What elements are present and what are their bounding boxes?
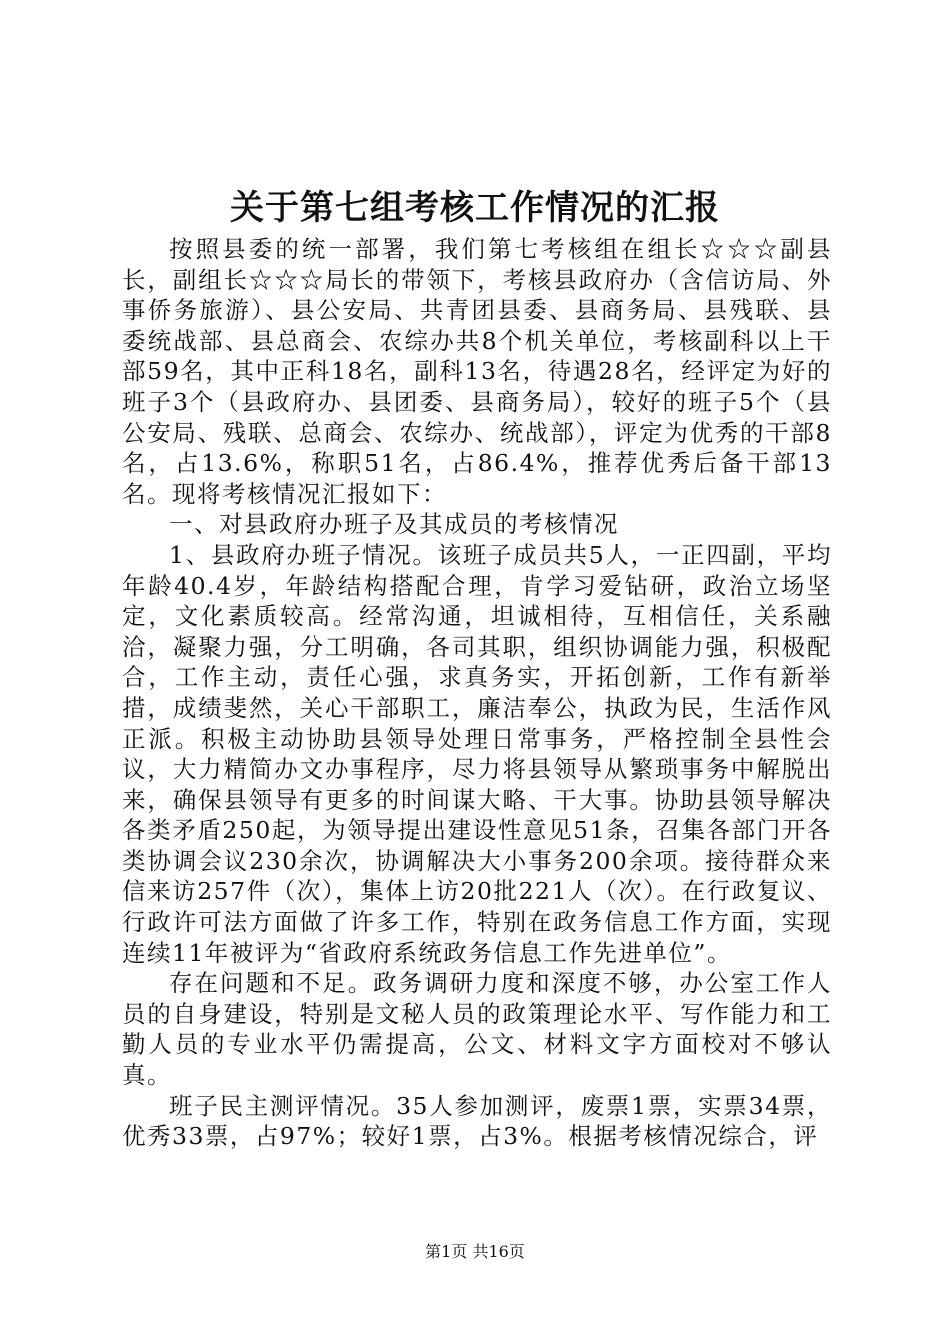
document-title: 关于第七组考核工作情况的汇报 — [230, 188, 720, 228]
paragraph-problems: 存在问题和不足。政务调研力度和深度不够，办公室工作人员的自身建设，特别是文秘人员的政策理论水平、写作能力和工勤人员的专业水平仍需提高，公文、材料文字方面校对不够认真。 — [122, 969, 832, 1090]
document-body — [122, 234, 832, 1152]
paragraph-office-team: 1、县政府办班子情况。该班子成员共5人，一正四副，平均年龄40.4岁，年龄结构搭配合理，肯学习爱钻研，政治立场坚定，文化素质较高。经常沟通，坦诚相待，互相信任，关系融洽，凝聚力强，分工明确，各司其职，组织协调能力强，积极配合，工作主动，责任心强，求真务实，开拓创新，工作有新举措，成绩斐然，关心干部职工，廉洁奉公，执政为民，生活作风正派。积极主动协助县领导处理日常事务，严格控制全县性会议，大力精简办文办事程序，尽力将县领导从繁琐事务中解脱出来，确保县领导有更多的时间谋大略、干大事。协助县领导解决各类矛盾250起，为领导提出建设性意见51条，召集各部门开各类协调会议230余次，协调解决大小事务200余项。接待群众来信来访257件（次），集体上访20批221人（次）。在行政复议、行政许可法方面做了许多工作，特别在政务信息工作方面，实现连续11年被评为“省政府系统政务信息工作先进单位”。 — [122, 540, 832, 967]
paragraph-intro: 按照县委的统一部署，我们第七考核组在组长☆☆☆副县长，副组长☆☆☆局长的带领下，考核县政府办（含信访局、外事侨务旅游）、县公安局、共青团县委、县商务局、县残联、县委统战部、县总商会、农综办共8个机关单位，考核副科以上干部59名，其中正科18名，副科13名，待遇28名，经评定为好的班子3个（县政府办、县团委、县商务局），较好的班子5个（县公安局、残联、总商会、农综办、统战部），评定为优秀的干部8名，占13.6%，称职51名，占86.4%，推荐优秀后备干部13名。现将考核情况汇报如下： — [122, 235, 832, 508]
section-heading: 一、对县政府办班子及其成员的考核情况 — [169, 510, 619, 539]
page-number-footer: 第1页 共16页 — [425, 1242, 525, 1261]
paragraph-evaluation: 班子民主测评情况。35人参加测评，废票1票，实票34票，优秀33票，占97%；较好1票，占3%。根据考核情况综合，评 — [122, 1091, 832, 1151]
